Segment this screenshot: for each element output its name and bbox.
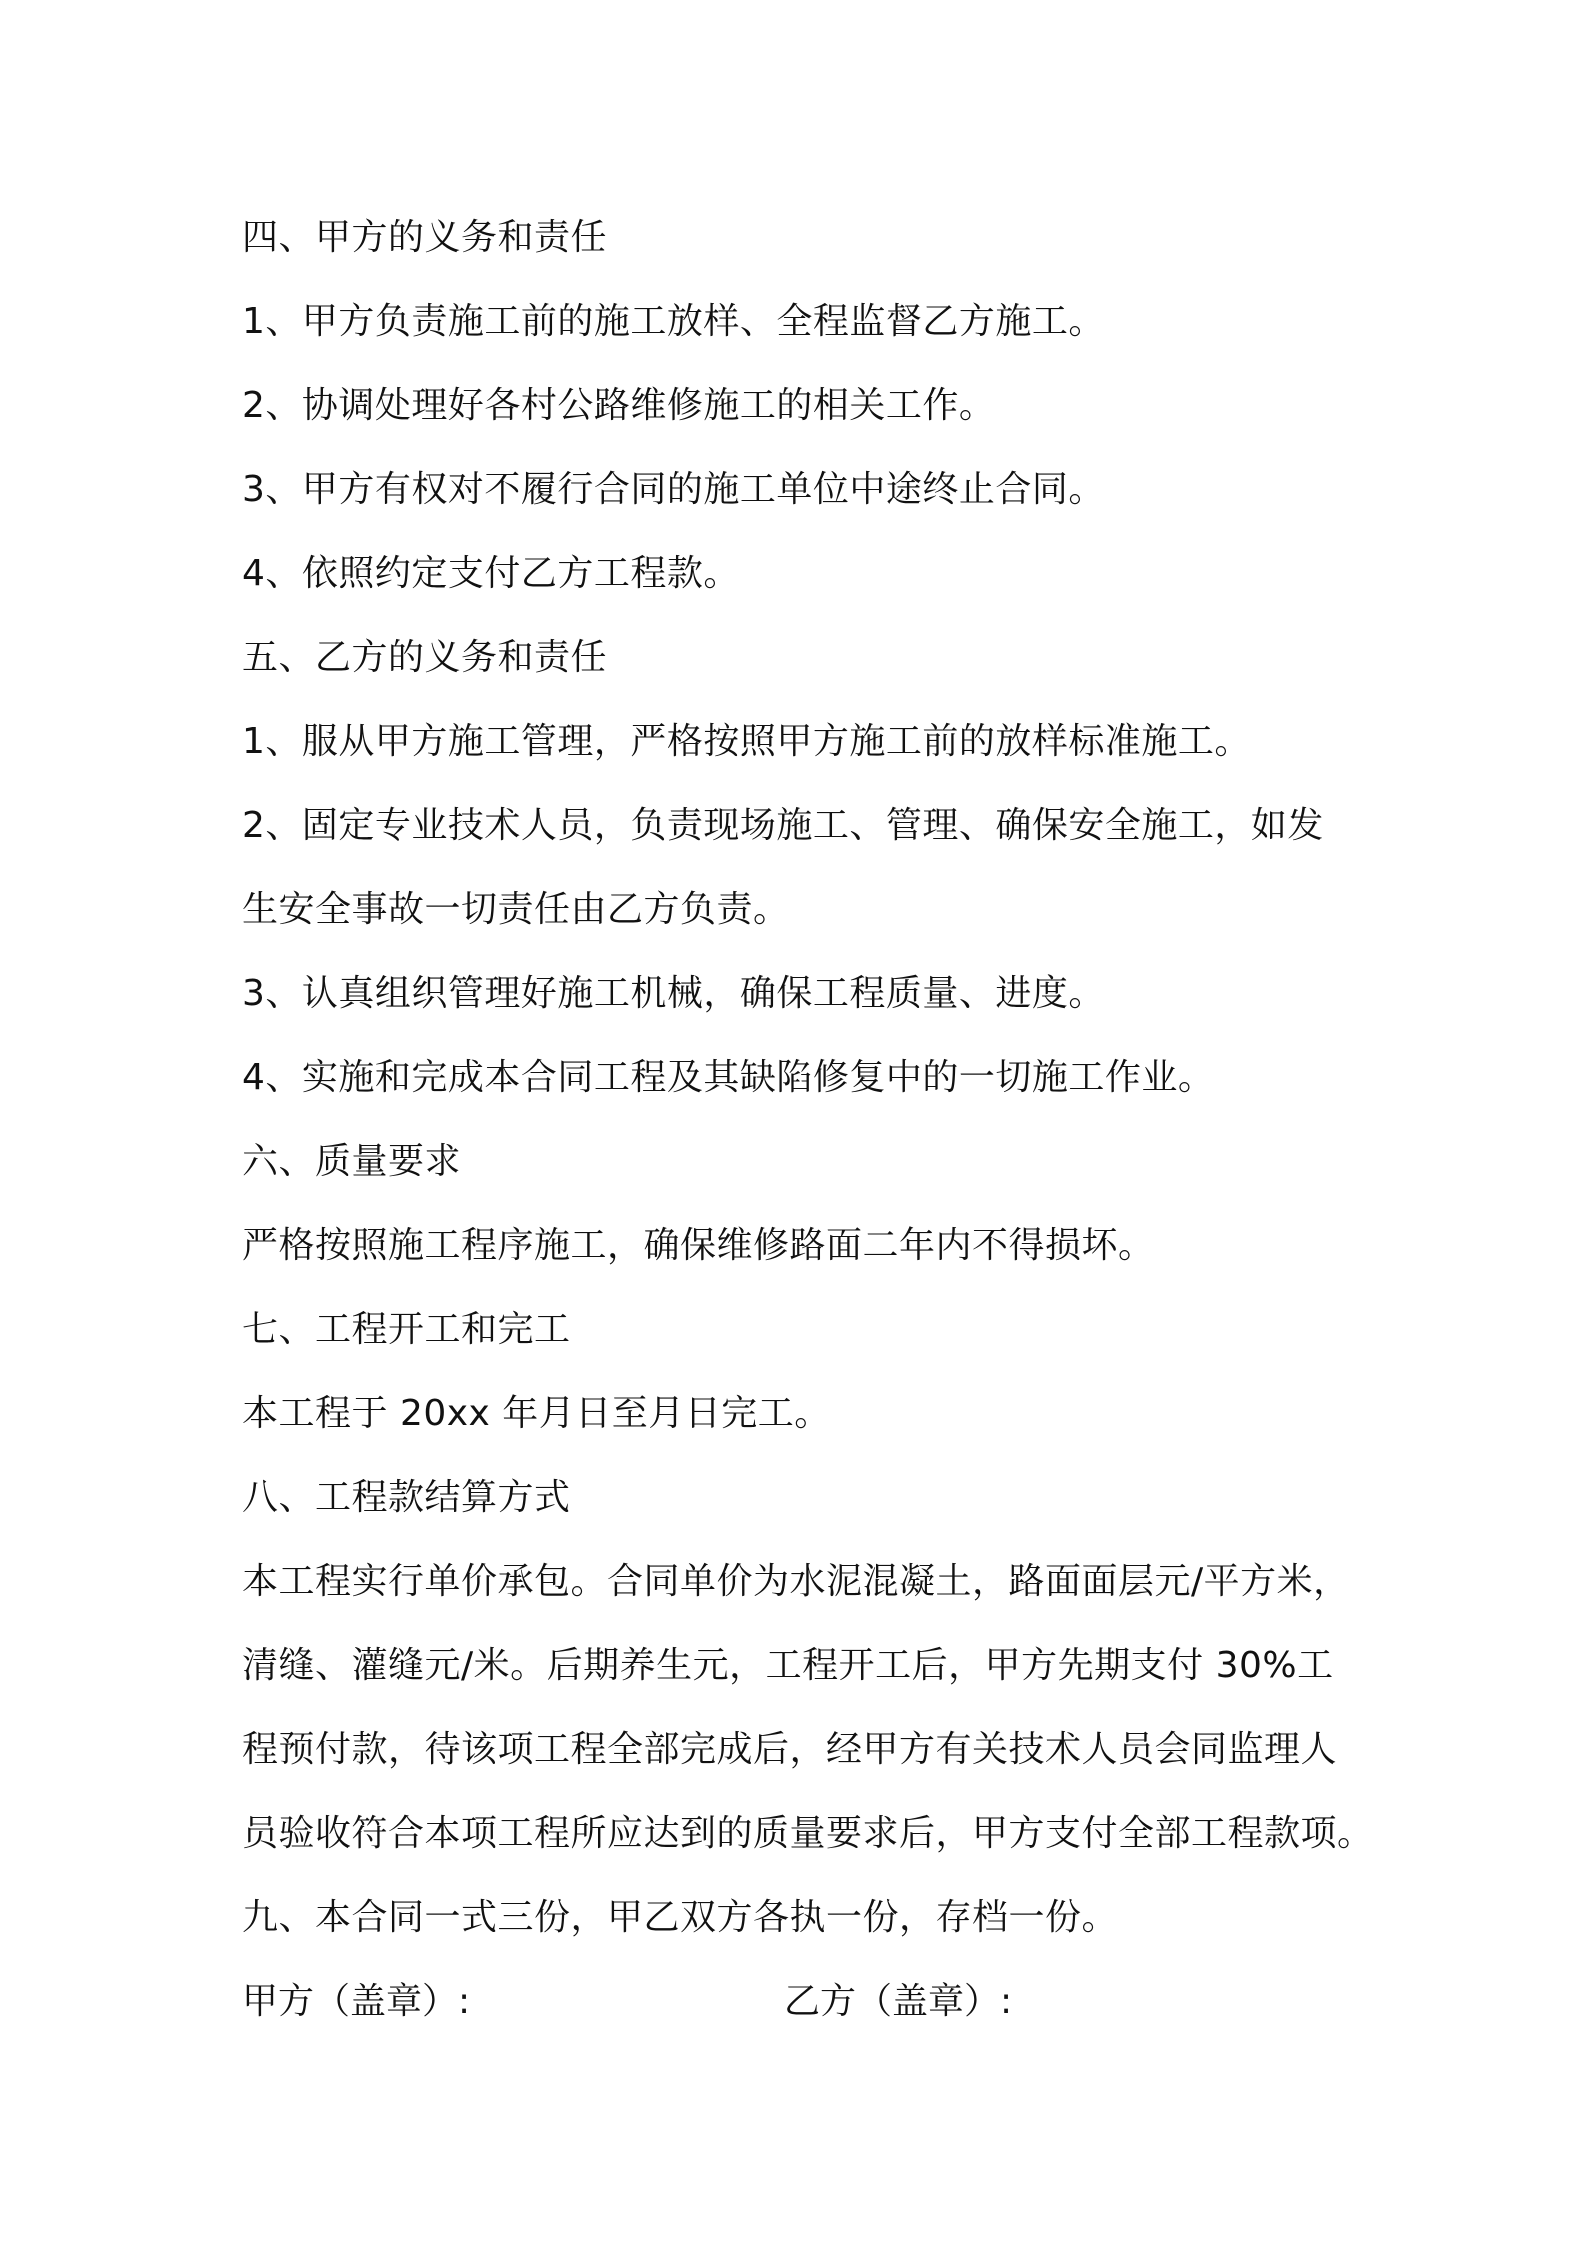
paragraph: 3、甲方有权对不履行合同的施工单位中途终止合同。 <box>242 469 1105 510</box>
section-heading-copies: 九、本合同一式三份，甲乙双方各执一份，存档一份。 <box>242 1897 1119 1938</box>
paragraph: 1、服从甲方施工管理，严格按照甲方施工前的放样标准施工。 <box>242 721 1251 762</box>
paragraph: 4、依照约定支付乙方工程款。 <box>242 553 740 594</box>
paragraph-continuation: 生安全事故一切责任由乙方负责。 <box>242 889 790 930</box>
paragraph: 1、甲方负责施工前的施工放样、全程监督乙方施工。 <box>242 301 1105 342</box>
party-b-seal-label: 乙方（盖章）: <box>784 1981 1013 2022</box>
paragraph-continuation: 清缝、灌缝元/米。后期养生元，工程开工后，甲方先期支付 30%工 <box>242 1645 1334 1686</box>
paragraph: 本工程实行单价承包。合同单价为水泥混凝土，路面面层元/平方米， <box>242 1561 1350 1602</box>
section-heading-obligations-party-a: 四、甲方的义务和责任 <box>242 217 608 258</box>
section-heading-obligations-party-b: 五、乙方的义务和责任 <box>242 637 608 678</box>
paragraph: 2、协调处理好各村公路维修施工的相关工作。 <box>242 385 996 426</box>
party-a-seal-label: 甲方（盖章）: <box>242 1981 471 2022</box>
paragraph-continuation: 员验收符合本项工程所应达到的质量要求后，甲方支付全部工程款项。 <box>242 1813 1374 1854</box>
paragraph: 严格按照施工程序施工，确保维修路面二年内不得损坏。 <box>242 1225 1155 1266</box>
document-body <box>242 196 1402 2044</box>
paragraph: 本工程于 20xx 年月日至月日完工。 <box>242 1393 831 1434</box>
section-heading-quality: 六、质量要求 <box>242 1141 462 1182</box>
signature-block <box>242 1960 1402 2044</box>
section-heading-schedule: 七、工程开工和完工 <box>242 1309 571 1350</box>
paragraph: 2、固定专业技术人员，负责现场施工、管理、确保安全施工，如发 <box>242 805 1324 846</box>
paragraph: 3、认真组织管理好施工机械，确保工程质量、进度。 <box>242 973 1105 1014</box>
paragraph: 4、实施和完成本合同工程及其缺陷修复中的一切施工作业。 <box>242 1057 1215 1098</box>
section-heading-payment: 八、工程款结算方式 <box>242 1477 571 1518</box>
paragraph-continuation: 程预付款，待该项工程全部完成后，经甲方有关技术人员会同监理人 <box>242 1729 1338 1770</box>
